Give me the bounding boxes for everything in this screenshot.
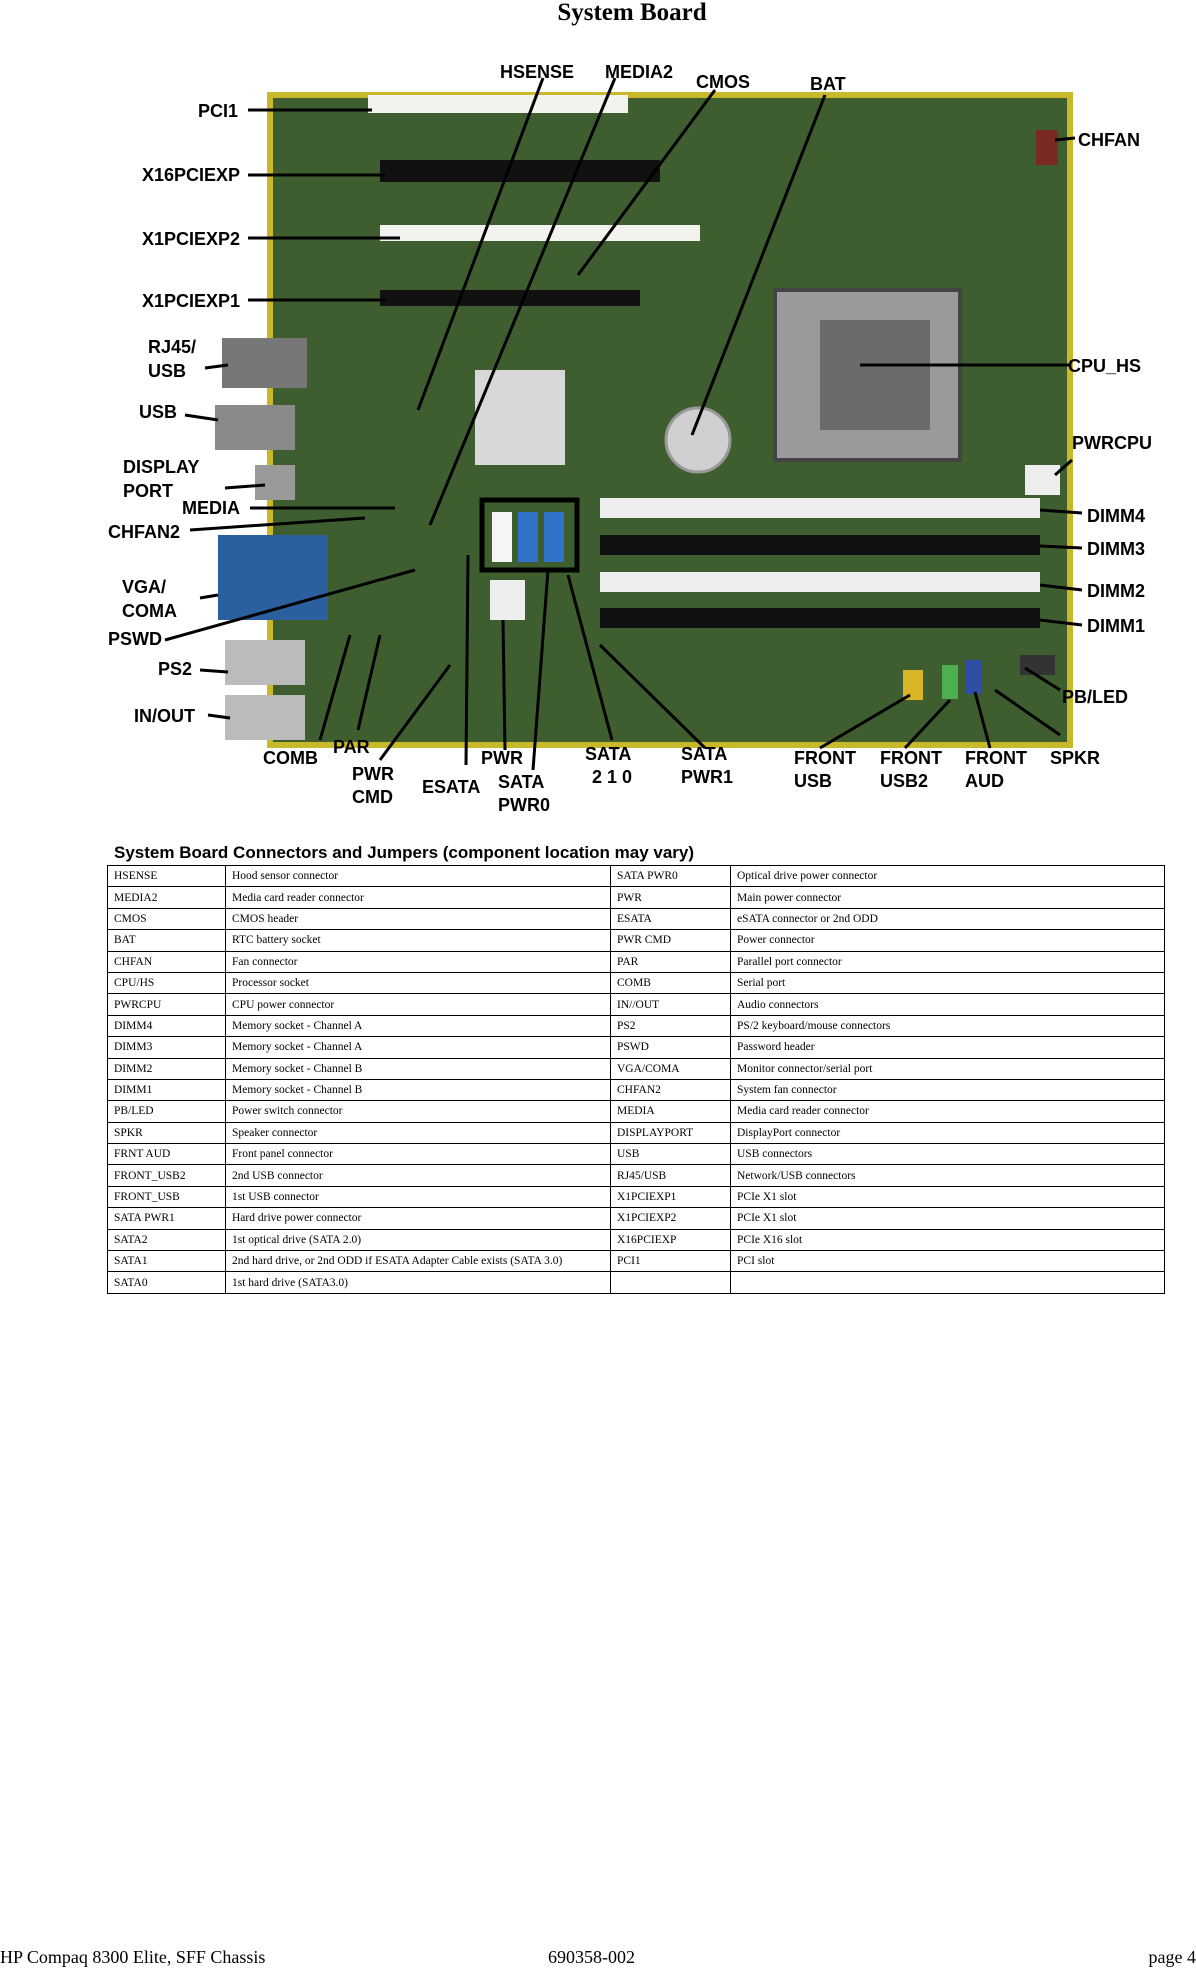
dimm3-slot <box>600 535 1040 555</box>
pwr-connector <box>490 580 525 620</box>
usb-port <box>215 405 295 450</box>
label-front-aud-2: AUD <box>965 771 1004 791</box>
table-cell: RJ45/USB <box>611 1165 731 1186</box>
table-cell: Power switch connector <box>226 1101 611 1122</box>
front-usb-header <box>903 670 923 700</box>
audio-port <box>225 695 305 740</box>
table-row <box>108 1144 1165 1165</box>
table-cell: Audio connectors <box>731 994 1165 1015</box>
table-cell: FRONT_USB2 <box>108 1165 226 1186</box>
table-cell <box>731 1272 1165 1293</box>
rj45-usb-port <box>222 338 307 388</box>
label-front-usb2: FRONT <box>880 748 942 768</box>
table-cell: Processor socket <box>226 972 611 993</box>
ps2-port <box>225 640 305 685</box>
table-row <box>108 1058 1165 1079</box>
label-sata-210: SATA <box>585 744 632 764</box>
table-row <box>108 1251 1165 1272</box>
label-media: MEDIA <box>182 498 240 518</box>
table-cell: Power connector <box>731 930 1165 951</box>
displayport-port <box>255 465 295 500</box>
table-row <box>108 1037 1165 1058</box>
table-cell: System fan connector <box>731 1079 1165 1100</box>
table-row <box>108 972 1165 993</box>
table-cell: CHFAN <box>108 951 226 972</box>
sata2-port <box>492 512 512 562</box>
label-dimm4: DIMM4 <box>1087 506 1145 526</box>
label-sata-210-2: 2 1 0 <box>592 767 633 787</box>
table-cell: 2nd USB connector <box>226 1165 611 1186</box>
table-cell: PCIe X16 slot <box>731 1229 1165 1250</box>
label-spkr: SPKR <box>1050 748 1101 768</box>
table-cell: DISPLAYPORT <box>611 1122 731 1143</box>
label-pb-led: PB/LED <box>1062 687 1129 707</box>
table-cell: COMB <box>611 972 731 993</box>
label-display-port: PORT <box>123 481 174 501</box>
table-cell: PCI1 <box>611 1251 731 1272</box>
sata1-port <box>518 512 538 562</box>
table-cell: Main power connector <box>731 887 1165 908</box>
table-cell: IN//OUT <box>611 994 731 1015</box>
table-cell: Memory socket - Channel B <box>226 1079 611 1100</box>
table-row <box>108 951 1165 972</box>
table-cell: Media card reader connector <box>226 887 611 908</box>
table-row <box>108 908 1165 929</box>
table-cell: Monitor connector/serial port <box>731 1058 1165 1079</box>
label-dimm2: DIMM2 <box>1087 581 1145 601</box>
dimm2-slot <box>600 572 1040 592</box>
label-pwr-cmd: PWR <box>352 764 394 784</box>
table-cell: Hood sensor connector <box>226 866 611 887</box>
pb-led-header <box>1020 655 1055 675</box>
footer-model: HP Compaq 8300 Elite, SFF Chassis <box>0 1947 266 1967</box>
table-cell: Fan connector <box>226 951 611 972</box>
table-cell: SATA PWR1 <box>108 1208 226 1229</box>
table-row <box>108 994 1165 1015</box>
table-row <box>108 930 1165 951</box>
label-front-usb-2: USB <box>794 771 833 791</box>
label-front-usb: FRONT <box>794 748 856 768</box>
table-row <box>108 1015 1165 1036</box>
label-sata-pwr1-2: PWR1 <box>681 767 734 787</box>
table-cell: VGA/COMA <box>611 1058 731 1079</box>
label-pswd: PSWD <box>108 629 162 649</box>
table-cell: FRNT AUD <box>108 1144 226 1165</box>
dimm1-slot <box>600 608 1040 628</box>
label-chfan: CHFAN <box>1078 130 1140 150</box>
label-vga: VGA/ <box>122 577 167 597</box>
table-cell: Hard drive power connector <box>226 1208 611 1229</box>
table-row <box>108 887 1165 908</box>
table-cell: MEDIA2 <box>108 887 226 908</box>
pwrcpu-connector <box>1025 465 1060 495</box>
table-cell: DIMM3 <box>108 1037 226 1058</box>
label-display: DISPLAY <box>123 457 200 477</box>
front-aud-header <box>965 660 981 694</box>
label-cmos: CMOS <box>696 72 750 92</box>
table-cell: PWR <box>611 887 731 908</box>
table-cell: CHFAN2 <box>611 1079 731 1100</box>
footer-page-number: page 4 <box>1148 1947 1196 1967</box>
pci1-slot <box>368 95 628 113</box>
table-cell: DIMM4 <box>108 1015 226 1036</box>
front-usb2-header <box>942 665 958 699</box>
table-cell: eSATA connector or 2nd ODD <box>731 908 1165 929</box>
table-cell: PWRCPU <box>108 994 226 1015</box>
label-dimm1: DIMM1 <box>1087 616 1145 636</box>
table-row <box>108 1272 1165 1293</box>
label-chfan2: CHFAN2 <box>108 522 181 542</box>
label-media2: MEDIA2 <box>605 62 674 82</box>
table-cell: SATA2 <box>108 1229 226 1250</box>
table-cell: RTC battery socket <box>226 930 611 951</box>
table-caption: System Board Connectors and Jumpers (component location may vary) <box>114 843 695 862</box>
label-rj45-usb: USB <box>148 361 187 381</box>
table-cell: 1st USB connector <box>226 1186 611 1207</box>
table-cell: Speaker connector <box>226 1122 611 1143</box>
table-row <box>108 1229 1165 1250</box>
label-ps2: PS2 <box>158 659 193 679</box>
table-cell: Memory socket - Channel B <box>226 1058 611 1079</box>
table-cell: SATA PWR0 <box>611 866 731 887</box>
label-comb: COMB <box>263 748 318 768</box>
table-cell: PB/LED <box>108 1101 226 1122</box>
table-cell: DisplayPort connector <box>731 1122 1165 1143</box>
table-cell: HSENSE <box>108 866 226 887</box>
label-hsense: HSENSE <box>500 62 575 82</box>
label-pwrcpu: PWRCPU <box>1072 433 1152 453</box>
label-x1pciexp2: X1PCIEXP2 <box>142 229 241 249</box>
table-cell: Serial port <box>731 972 1165 993</box>
table-row <box>108 1122 1165 1143</box>
table-cell: USB <box>611 1144 731 1165</box>
table-cell: SATA1 <box>108 1251 226 1272</box>
label-x16pciexp: X16PCIEXP <box>142 165 241 185</box>
table-cell: DIMM2 <box>108 1058 226 1079</box>
x1pciexp1-slot <box>380 290 640 306</box>
label-bat: BAT <box>810 74 846 94</box>
table-cell: X1PCIEXP1 <box>611 1186 731 1207</box>
table-cell: PSWD <box>611 1037 731 1058</box>
chfan-header <box>1036 130 1058 165</box>
table-cell: PCIe X1 slot <box>731 1208 1165 1229</box>
table-cell: BAT <box>108 930 226 951</box>
label-par: PAR <box>333 737 370 757</box>
table-cell: Optical drive power connector <box>731 866 1165 887</box>
table-cell: CMOS <box>108 908 226 929</box>
cpu-socket-inner <box>820 320 930 430</box>
table-cell: MEDIA <box>611 1101 731 1122</box>
table-cell: Password header <box>731 1037 1165 1058</box>
table-cell: PAR <box>611 951 731 972</box>
table-cell: CMOS header <box>226 908 611 929</box>
table-cell: PS2 <box>611 1015 731 1036</box>
table-row <box>108 866 1165 887</box>
table-cell: ESATA <box>611 908 731 929</box>
label-dimm3: DIMM3 <box>1087 539 1145 559</box>
label-pwr: PWR <box>481 748 523 768</box>
table-cell: Network/USB connectors <box>731 1165 1165 1186</box>
vga-port <box>218 535 328 620</box>
table-cell: Parallel port connector <box>731 951 1165 972</box>
footer-part-number: 690358-002 <box>548 1947 635 1967</box>
table-cell: SPKR <box>108 1122 226 1143</box>
table-cell: CPU power connector <box>226 994 611 1015</box>
table-cell: X1PCIEXP2 <box>611 1208 731 1229</box>
table-cell: USB connectors <box>731 1144 1165 1165</box>
table-cell: Front panel connector <box>226 1144 611 1165</box>
system-board-diagram <box>100 52 1180 820</box>
x1pciexp2-slot <box>380 225 700 241</box>
table-cell: PCIe X1 slot <box>731 1186 1165 1207</box>
label-sata-pwr0: SATA <box>498 772 545 792</box>
label-front-usb2-2: USB2 <box>880 771 929 791</box>
connectors-table <box>107 865 1165 1294</box>
table-cell: 2nd hard drive, or 2nd ODD if ESATA Adapter Cable exists (SATA 3.0) <box>226 1251 611 1272</box>
label-cpu-hs: CPU_HS <box>1068 356 1142 376</box>
label-usb: USB <box>139 402 178 422</box>
label-vga-coma: COMA <box>122 601 177 621</box>
table-cell: 1st optical drive (SATA 2.0) <box>226 1229 611 1250</box>
table-row <box>108 1165 1165 1186</box>
table-cell: Media card reader connector <box>731 1101 1165 1122</box>
table-row <box>108 1101 1165 1122</box>
table-cell <box>611 1272 731 1293</box>
table-cell: DIMM1 <box>108 1079 226 1100</box>
table-cell: Memory socket - Channel A <box>226 1015 611 1036</box>
table-row <box>108 1079 1165 1100</box>
table-cell: Memory socket - Channel A <box>226 1037 611 1058</box>
label-inout: IN/OUT <box>134 706 195 726</box>
table-cell: CPU/HS <box>108 972 226 993</box>
label-pwr-cmd-2: CMD <box>352 787 393 807</box>
table-row <box>108 1208 1165 1229</box>
page-title: System Board <box>557 0 707 26</box>
label-pci1: PCI1 <box>198 101 239 121</box>
table-cell: PS/2 keyboard/mouse connectors <box>731 1015 1165 1036</box>
label-sata-pwr1: SATA <box>681 744 728 764</box>
label-front-aud: FRONT <box>965 748 1027 768</box>
label-x1pciexp1: X1PCIEXP1 <box>142 291 241 311</box>
x16pciexp-slot <box>380 160 660 182</box>
label-sata-pwr0-2: PWR0 <box>498 795 551 815</box>
table-cell: PWR CMD <box>611 930 731 951</box>
sata0-port <box>544 512 564 562</box>
dimm4-slot <box>600 498 1040 518</box>
label-esata: ESATA <box>422 777 481 797</box>
table-cell: FRONT_USB <box>108 1186 226 1207</box>
table-cell: 1st hard drive (SATA3.0) <box>226 1272 611 1293</box>
label-rj45: RJ45/ <box>148 337 197 357</box>
table-row <box>108 1186 1165 1207</box>
table-cell: X16PCIEXP <box>611 1229 731 1250</box>
table-cell: SATA0 <box>108 1272 226 1293</box>
table-cell: PCI slot <box>731 1251 1165 1272</box>
